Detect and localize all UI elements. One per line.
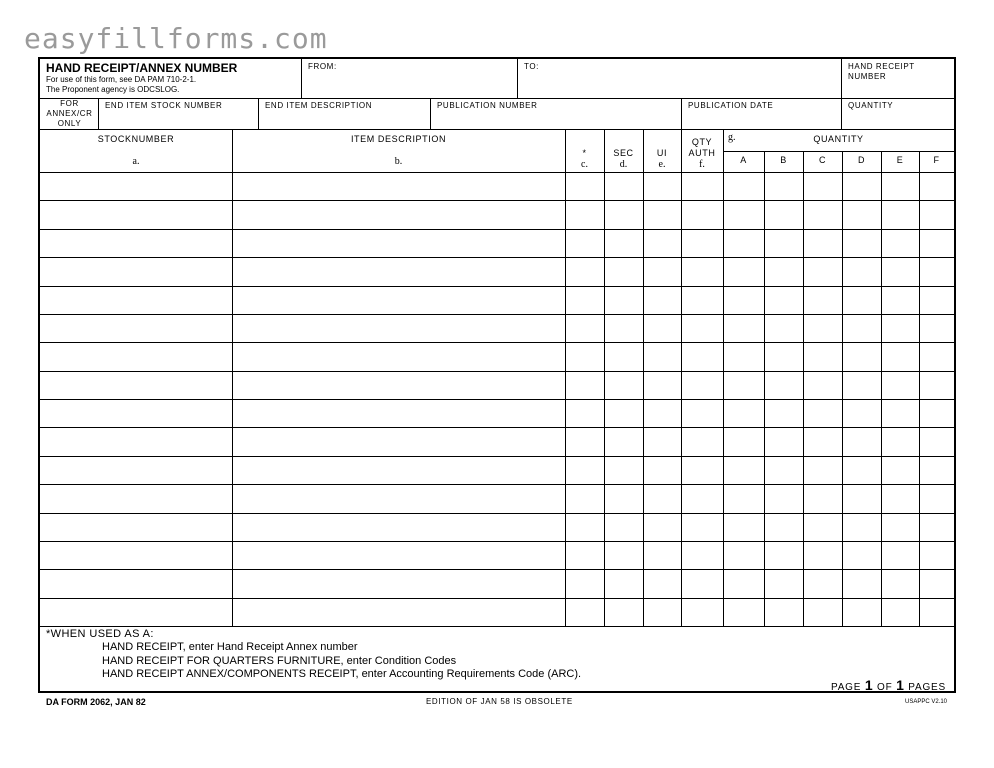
- col-divider: [881, 151, 882, 626]
- table-row[interactable]: [40, 286, 954, 287]
- end-item-stock-label: END ITEM STOCK NUMBER: [105, 101, 223, 110]
- of-label: OF: [877, 682, 893, 693]
- col-header-star: *: [582, 148, 587, 158]
- col-divider: [681, 129, 682, 626]
- total-pages[interactable]: 1: [896, 677, 905, 693]
- hr-number-label-2: NUMBER: [848, 72, 887, 81]
- col-sub-a: A: [740, 155, 747, 165]
- quantity-field[interactable]: [842, 98, 954, 129]
- usage-line-1: HAND RECEIPT, enter Hand Receipt Annex number: [102, 641, 358, 653]
- page-label: PAGE: [830, 682, 862, 693]
- usage-line-3: HAND RECEIPT ANNEX/COMPONENTS RECEIPT, enter Accounting Requirements Code (ARC).: [102, 668, 582, 680]
- end-item-desc-label: END ITEM DESCRIPTION: [265, 101, 373, 110]
- to-field[interactable]: [518, 59, 842, 98]
- col-letter-d: d.: [619, 159, 628, 170]
- hr-number-label-1: HAND RECEIPT: [848, 62, 915, 71]
- title-cell: [40, 59, 302, 98]
- hand-receipt-form: [38, 57, 956, 693]
- form-id: DA FORM 2062, JAN 82: [46, 697, 146, 707]
- page-number[interactable]: 1: [864, 677, 874, 693]
- table-row[interactable]: [40, 541, 954, 542]
- col-letter-e: e.: [658, 159, 666, 170]
- col-divider: [764, 151, 765, 626]
- when-used-note: *WHEN USED AS A:: [46, 628, 154, 640]
- col-divider: [565, 129, 566, 626]
- from-label: FROM:: [308, 62, 337, 71]
- col-sub-d: D: [857, 155, 866, 165]
- col-sub-e: E: [896, 155, 904, 165]
- hand-receipt-number-field[interactable]: [842, 59, 954, 98]
- col-sub-b: B: [780, 155, 787, 165]
- col-divider: [232, 129, 233, 626]
- col-header-auth: AUTH: [688, 148, 716, 158]
- col-sub-c: C: [818, 155, 827, 165]
- col-divider: [604, 129, 605, 626]
- use-note: For use of this form, see DA PAM 710-2-1.: [46, 75, 197, 84]
- col-divider: [723, 129, 724, 626]
- table-row[interactable]: [40, 456, 954, 457]
- table-row[interactable]: [40, 427, 954, 428]
- col-letter-c: c.: [581, 159, 588, 170]
- for-label-1: FOR: [60, 99, 79, 108]
- end-item-desc-field[interactable]: [259, 98, 431, 129]
- col-header-sec: SEC: [613, 148, 634, 158]
- col-header-item-desc: ITEM DESCRIPTION: [350, 134, 447, 144]
- col-divider: [643, 129, 644, 626]
- table-row[interactable]: [40, 172, 954, 173]
- col-letter-g: g.: [728, 132, 736, 143]
- for-annex-cell: [40, 98, 99, 129]
- table-row[interactable]: [40, 342, 954, 343]
- form-footer: [40, 626, 954, 692]
- pub-number-field[interactable]: [431, 98, 682, 129]
- for-label-3: ONLY: [57, 119, 82, 128]
- col-header-ui: UI: [656, 148, 668, 158]
- col-divider: [842, 151, 843, 626]
- pub-number-label: PUBLICATION NUMBER: [437, 101, 538, 110]
- from-field[interactable]: [302, 59, 518, 98]
- table-row[interactable]: [40, 484, 954, 485]
- form-title: HAND RECEIPT/ANNEX NUMBER: [46, 61, 238, 75]
- quantity-sub-divider: [723, 151, 954, 152]
- col-header-stock: STOCKNUMBER: [97, 134, 175, 144]
- for-label-2: ANNEX/CR: [46, 109, 93, 118]
- table-row[interactable]: [40, 399, 954, 400]
- col-sub-f: F: [933, 155, 940, 165]
- col-letter-f: f.: [699, 159, 705, 170]
- table-row[interactable]: [40, 229, 954, 230]
- table-row[interactable]: [40, 569, 954, 570]
- col-divider: [803, 151, 804, 626]
- col-letter-a: a.: [132, 156, 140, 167]
- table-row[interactable]: [40, 314, 954, 315]
- version-note: USAPPC V2.10: [905, 699, 948, 705]
- page-count: [831, 677, 946, 693]
- table-row[interactable]: [40, 513, 954, 514]
- header-row-1: [40, 59, 954, 99]
- col-letter-b: b.: [394, 156, 403, 167]
- agency-note: The Proponent agency is ODCSLOG.: [46, 85, 180, 94]
- header-row-2: [40, 98, 954, 130]
- table-row[interactable]: [40, 598, 954, 599]
- table-row[interactable]: [40, 371, 954, 372]
- col-header-qty: QTY: [691, 137, 713, 147]
- watermark: easyfillforms.com: [24, 22, 328, 55]
- col-divider: [919, 151, 920, 626]
- quantity-label: QUANTITY: [848, 101, 894, 110]
- table-row[interactable]: [40, 200, 954, 201]
- end-item-stock-field[interactable]: [99, 98, 259, 129]
- items-table: [40, 129, 954, 626]
- to-label: TO:: [524, 62, 539, 71]
- pub-date-label: PUBLICATION DATE: [688, 101, 774, 110]
- pages-label: PAGES: [908, 682, 946, 693]
- table-row[interactable]: [40, 257, 954, 258]
- pub-date-field[interactable]: [682, 98, 842, 129]
- usage-line-2: HAND RECEIPT FOR QUARTERS FURNITURE, enter Condition Codes: [102, 655, 457, 667]
- edition-note: EDITION OF JAN 58 IS OBSOLETE: [426, 697, 573, 706]
- col-header-quantity: QUANTITY: [813, 134, 864, 144]
